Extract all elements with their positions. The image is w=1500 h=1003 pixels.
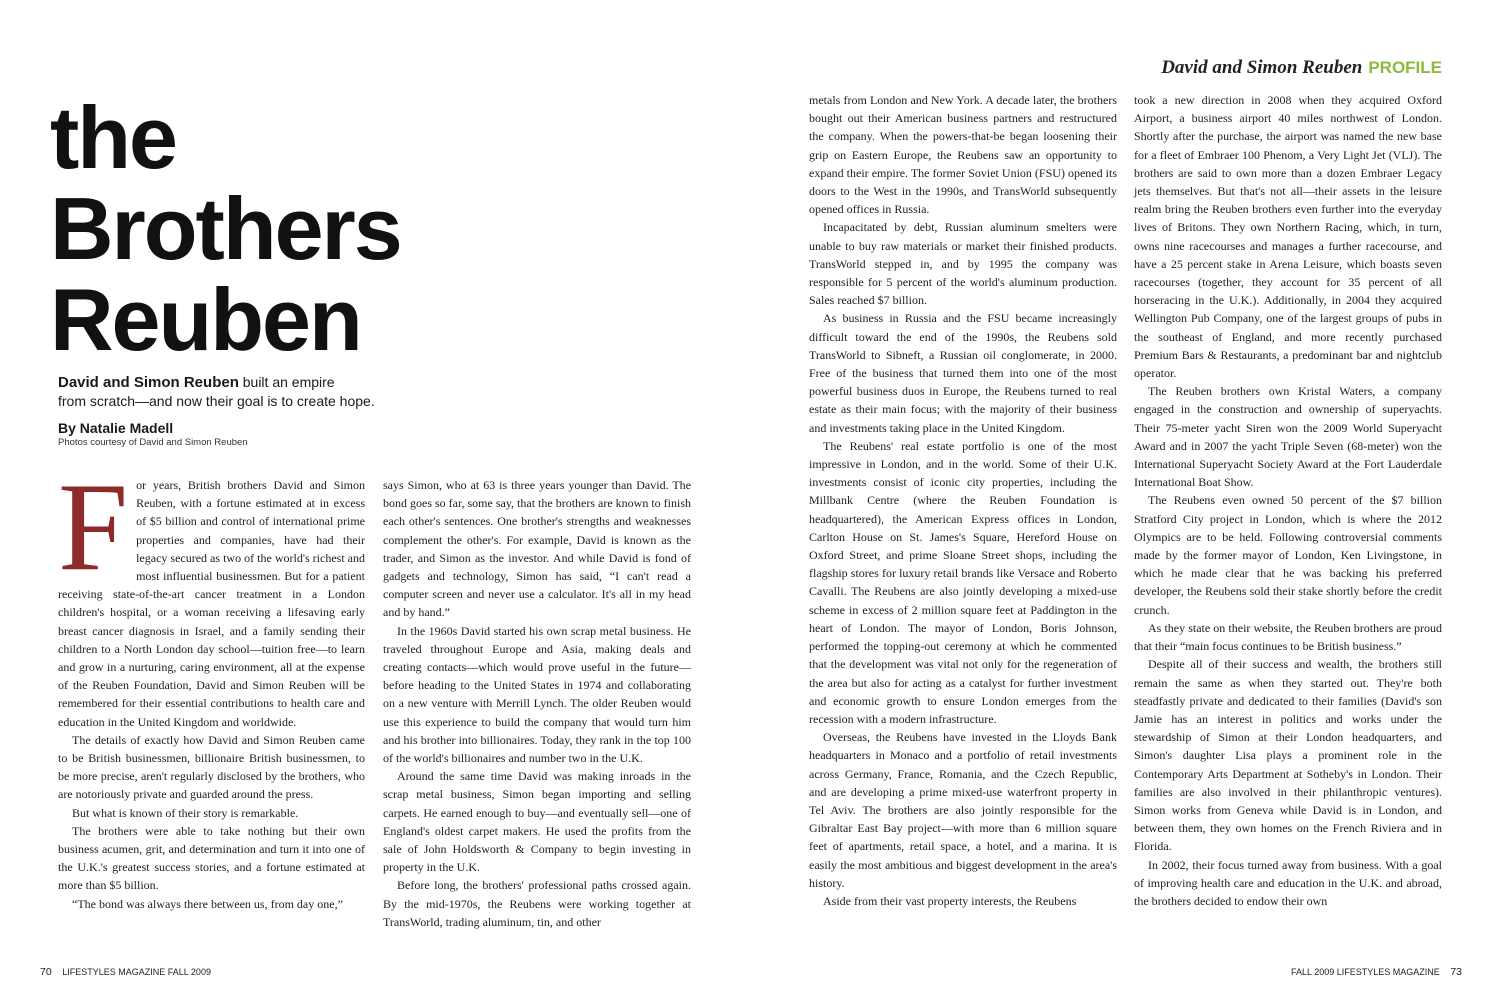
magazine-name: LIFESTYLES MAGAZINE bbox=[1336, 967, 1440, 977]
deck-text: built an empire bbox=[238, 374, 335, 390]
paragraph: Before long, the brothers' professional paths crossed again. By the mid-1970s, the Reubens were working together at TransWorld, trading aluminum, tin, and other bbox=[383, 878, 691, 929]
paragraph: Overseas, the Reubens have invested in the Lloyds Bank headquarters in Monaco and a portfolio of retail investments across Germany, France, Romania, and the Czech Republic, and are developing a prime mixed-use waterfront property in Tel Aviv. The brothers are also jointly responsible for the Gibraltar East Bay project—with more than 6 million square feet of apartments, retail space, a hotel, and a marina. It is easily the most ambitious and biggest development in the area's history. bbox=[809, 730, 1117, 890]
paragraph: Despite all of their success and wealth, the brothers still remain the same as when they started out. They're both steadfastly private and dedicated to their families (David's son Jamie has an interest in politics and works under the stewardship of Simon at their London headquarters, and Simon's daughter Lisa plays a prominent role in the Contemporary Arts Department at Sotheby's in London. Their families are also involved in their philanthropic ventures). Simon works from Geneva while David is in London, and between them, they own homes on the French Riviera and in Florida. bbox=[1134, 657, 1442, 854]
section-label: PROFILE bbox=[1368, 58, 1442, 77]
paragraph: Aside from their vast property interests, the Reubens bbox=[823, 893, 1077, 908]
paragraph: In 2002, their focus turned away from business. With a goal of improving health care and education in the U.K. and abroad, the brothers decided to endow their own bbox=[1134, 857, 1442, 908]
byline: By Natalie Madell bbox=[58, 420, 174, 436]
paragraph: In the 1960s David started his own scrap metal business. He traveled throughout Europe and Asia, making deals and creating contacts—which would prove useful in the future—before heading to the United States in 1974 and collaborating on a new venture with Merrill Lynch. The older Reuben would use this experience to build the company that would turn him and his brother into billionaires. Today, they rank in the top 100 of the world's billionaires and number two in the U.K. bbox=[383, 623, 691, 766]
article-deck bbox=[58, 373, 388, 410]
paragraph: or years, British brothers David and Simon Reuben, with a fortune estimated at in excess of $5 billion and control of international prime properties and companies, have had their legacy secured as two of the world's richest and most influential businessmen. But for a patient receiving state-of-the-art cancer treatment in a London children's hospital, or a woman receiving a lifesaving early breast cancer diagnosis in Israel, and a family sending their children to a North London day school—tuition free—to learn and grow in a nurturing, caring environment, all at the expense of the Reuben Foundation, David and Simon Reuben will be remembered for their essential contributions to health care and education in the United Kingdom and worldwide. bbox=[58, 478, 365, 729]
paragraph: The Reubens even owned 50 percent of the $7 billion Stratford City project in London, which is where the 2012 Olympics are to be held. Following controversial comments made by the former mayor of London, Ken Livingstone, in which he made clear that he was backing his preferred developer, the Reubens sold their stake shortly before the credit crunch. bbox=[1134, 493, 1442, 617]
page-number: 70 bbox=[40, 966, 52, 978]
magazine-name: LIFESTYLES MAGAZINE bbox=[62, 967, 166, 977]
paragraph: As business in Russia and the FSU became increasingly difficult toward the end of the 1990s, the Reubens sold TransWorld to Sibneft, a Russian oil conglomerate, in 2000. Free of the business that turned them into one of the most powerful business duos in Europe, the Reubens turned to real estate as their main focus; with the majority of their business and investments taking place in the United Kingdom. bbox=[809, 311, 1117, 435]
headline-line: Brothers bbox=[50, 179, 401, 278]
body-column-2 bbox=[383, 476, 691, 931]
deck-text-line2: from scratch—and now their goal is to create hope. bbox=[58, 393, 375, 409]
paragraph: But what is known of their story is remarkable. bbox=[72, 805, 299, 820]
folio-right bbox=[1291, 966, 1470, 978]
paragraph: The Reubens' real estate portfolio is one of the most impressive in London, and in the world. Some of their U.K. investments consist of iconic city properties, including the Millbank Centre (where the Reuben Foundation is headquartered), the American Express offices in London, Carlton House on St. James's Square, Hereford House on Oxford Street, and prime Sloane Street shops, including the flagship stores for luxury retail brands like Versace and Roberto Cavalli. The Reubens are also jointly developing a mixed-use scheme in excess of 2 million square feet at Paddington in the heart of London. The mayor of London, Boris Johnson, performed the topping-out ceremony at which he commented that the development was vital not only for the regeneration of the area but also for acting as a catalyst for further investment and economic growth to ensure London emerges from the recession with a modern infrastructure. bbox=[809, 438, 1117, 726]
drop-cap: F bbox=[58, 458, 129, 597]
paragraph: Around the same time David was making inroads in the scrap metal business, Simon began importing and selling carpets. He earned enough to buy—and eventually sell—one of England's oldest carpet makers. He used the profits from the sale of John Holdsworth & Company to begin investing in property in the U.K. bbox=[383, 769, 691, 875]
photo-credit: Photos courtesy of David and Simon Reuben bbox=[58, 437, 248, 448]
headline-line: the bbox=[50, 88, 176, 187]
body-column-3 bbox=[809, 91, 1117, 910]
paragraph: “The bond was always there between us, from day one,” bbox=[72, 896, 343, 911]
paragraph: took a new direction in 2008 when they acquired Oxford Airport, a business airport 40 miles northwest of London. Shortly after the purchase, the airport was named the new base for a fleet of Embraer 100 Phenom, a Very Light Jet (VLJ). The brothers are said to own more than a dozen Embraer Legacy jets themselves. But that's not all—their assets in the leisure realm bring the Reuben brothers even further into the everyday lives of Britons. They own Northern Racing, which, in turn, owns nine racecourses and manages a further racecourse, and have a 25 percent stake in Arena Leisure, which boasts seven racecourses (together, they account for 35 percent of all horseracing in the U.K.). Additionally, in 2004 they acquired Wellington Pub Company, one of the largest groups of pubs in the southeast of England, and more recently purchased Premium Bars & Restaurants, a predominant bar and nightclub operator. bbox=[1134, 93, 1442, 381]
running-head bbox=[1161, 57, 1442, 79]
running-head-names: David and Simon Reuben bbox=[1161, 57, 1363, 78]
paragraph: The brothers were able to take nothing but their own business acumen, grit, and determination and turn it into one of the U.K.'s greatest success stories, and a fortune estimated at more than $5 billion. bbox=[58, 823, 365, 893]
paragraph: says Simon, who at 63 is three years younger than David. The bond goes so far, some say, that the brothers are known to finish each other's sentences. One brother's strengths and weaknesses complement the other's. For example, David is known as the trader, and Simon as the investor. And while David is fond of gadgets and technology, Simon has said, “I can't read a computer screen and never use a calculator. It's all in my head and by hand.” bbox=[383, 478, 692, 620]
paragraph: metals from London and New York. A decade later, the brothers bought out their American business partners and restructured the company. When the powers-that-be began loosening their grip on Eastern Europe, the Reubens saw an opportunity to expand their empire. The former Soviet Union (FSU) opened its doors to the West in the 1990s, and TransWorld subsequently opened offices in Russia. bbox=[809, 93, 1117, 217]
article-headline bbox=[50, 88, 401, 369]
folio-left bbox=[32, 966, 211, 978]
issue-date: FALL 2009 bbox=[167, 967, 211, 977]
deck-names: David and Simon Reuben bbox=[58, 374, 239, 391]
issue-date: FALL 2009 bbox=[1291, 967, 1335, 977]
paragraph: Incapacitated by debt, Russian aluminum smelters were unable to buy raw materials or market their finished products. TransWorld stepped in, and by 1995 the company was responsible for 5 percent of the world's aluminum production. Sales reached $7 billion. bbox=[809, 220, 1117, 308]
page-number: 73 bbox=[1450, 966, 1462, 978]
body-column-4 bbox=[1134, 91, 1442, 910]
headline-line: Reuben bbox=[50, 270, 361, 369]
paragraph: The Reuben brothers own Kristal Waters, a company engaged in the construction and ownership of superyachts. Their 75-meter yacht Siren won the 2009 World Superyacht Award and in 2007 the yacht Triple Seven (68-meter) won the International Superyacht Society Award at the Fort Lauderdale International Boat Show. bbox=[1134, 384, 1442, 490]
paragraph: As they state on their website, the Reuben brothers are proud that their “main focus continues to be British business.” bbox=[1134, 620, 1442, 654]
body-column-1 bbox=[58, 458, 365, 913]
paragraph: The details of exactly how David and Simon Reuben came to be British businessmen, billionaire British businessmen, to be more precise, aren't regularly disclosed by the brothers, who are notoriously private and guarded around the press. bbox=[58, 732, 365, 802]
